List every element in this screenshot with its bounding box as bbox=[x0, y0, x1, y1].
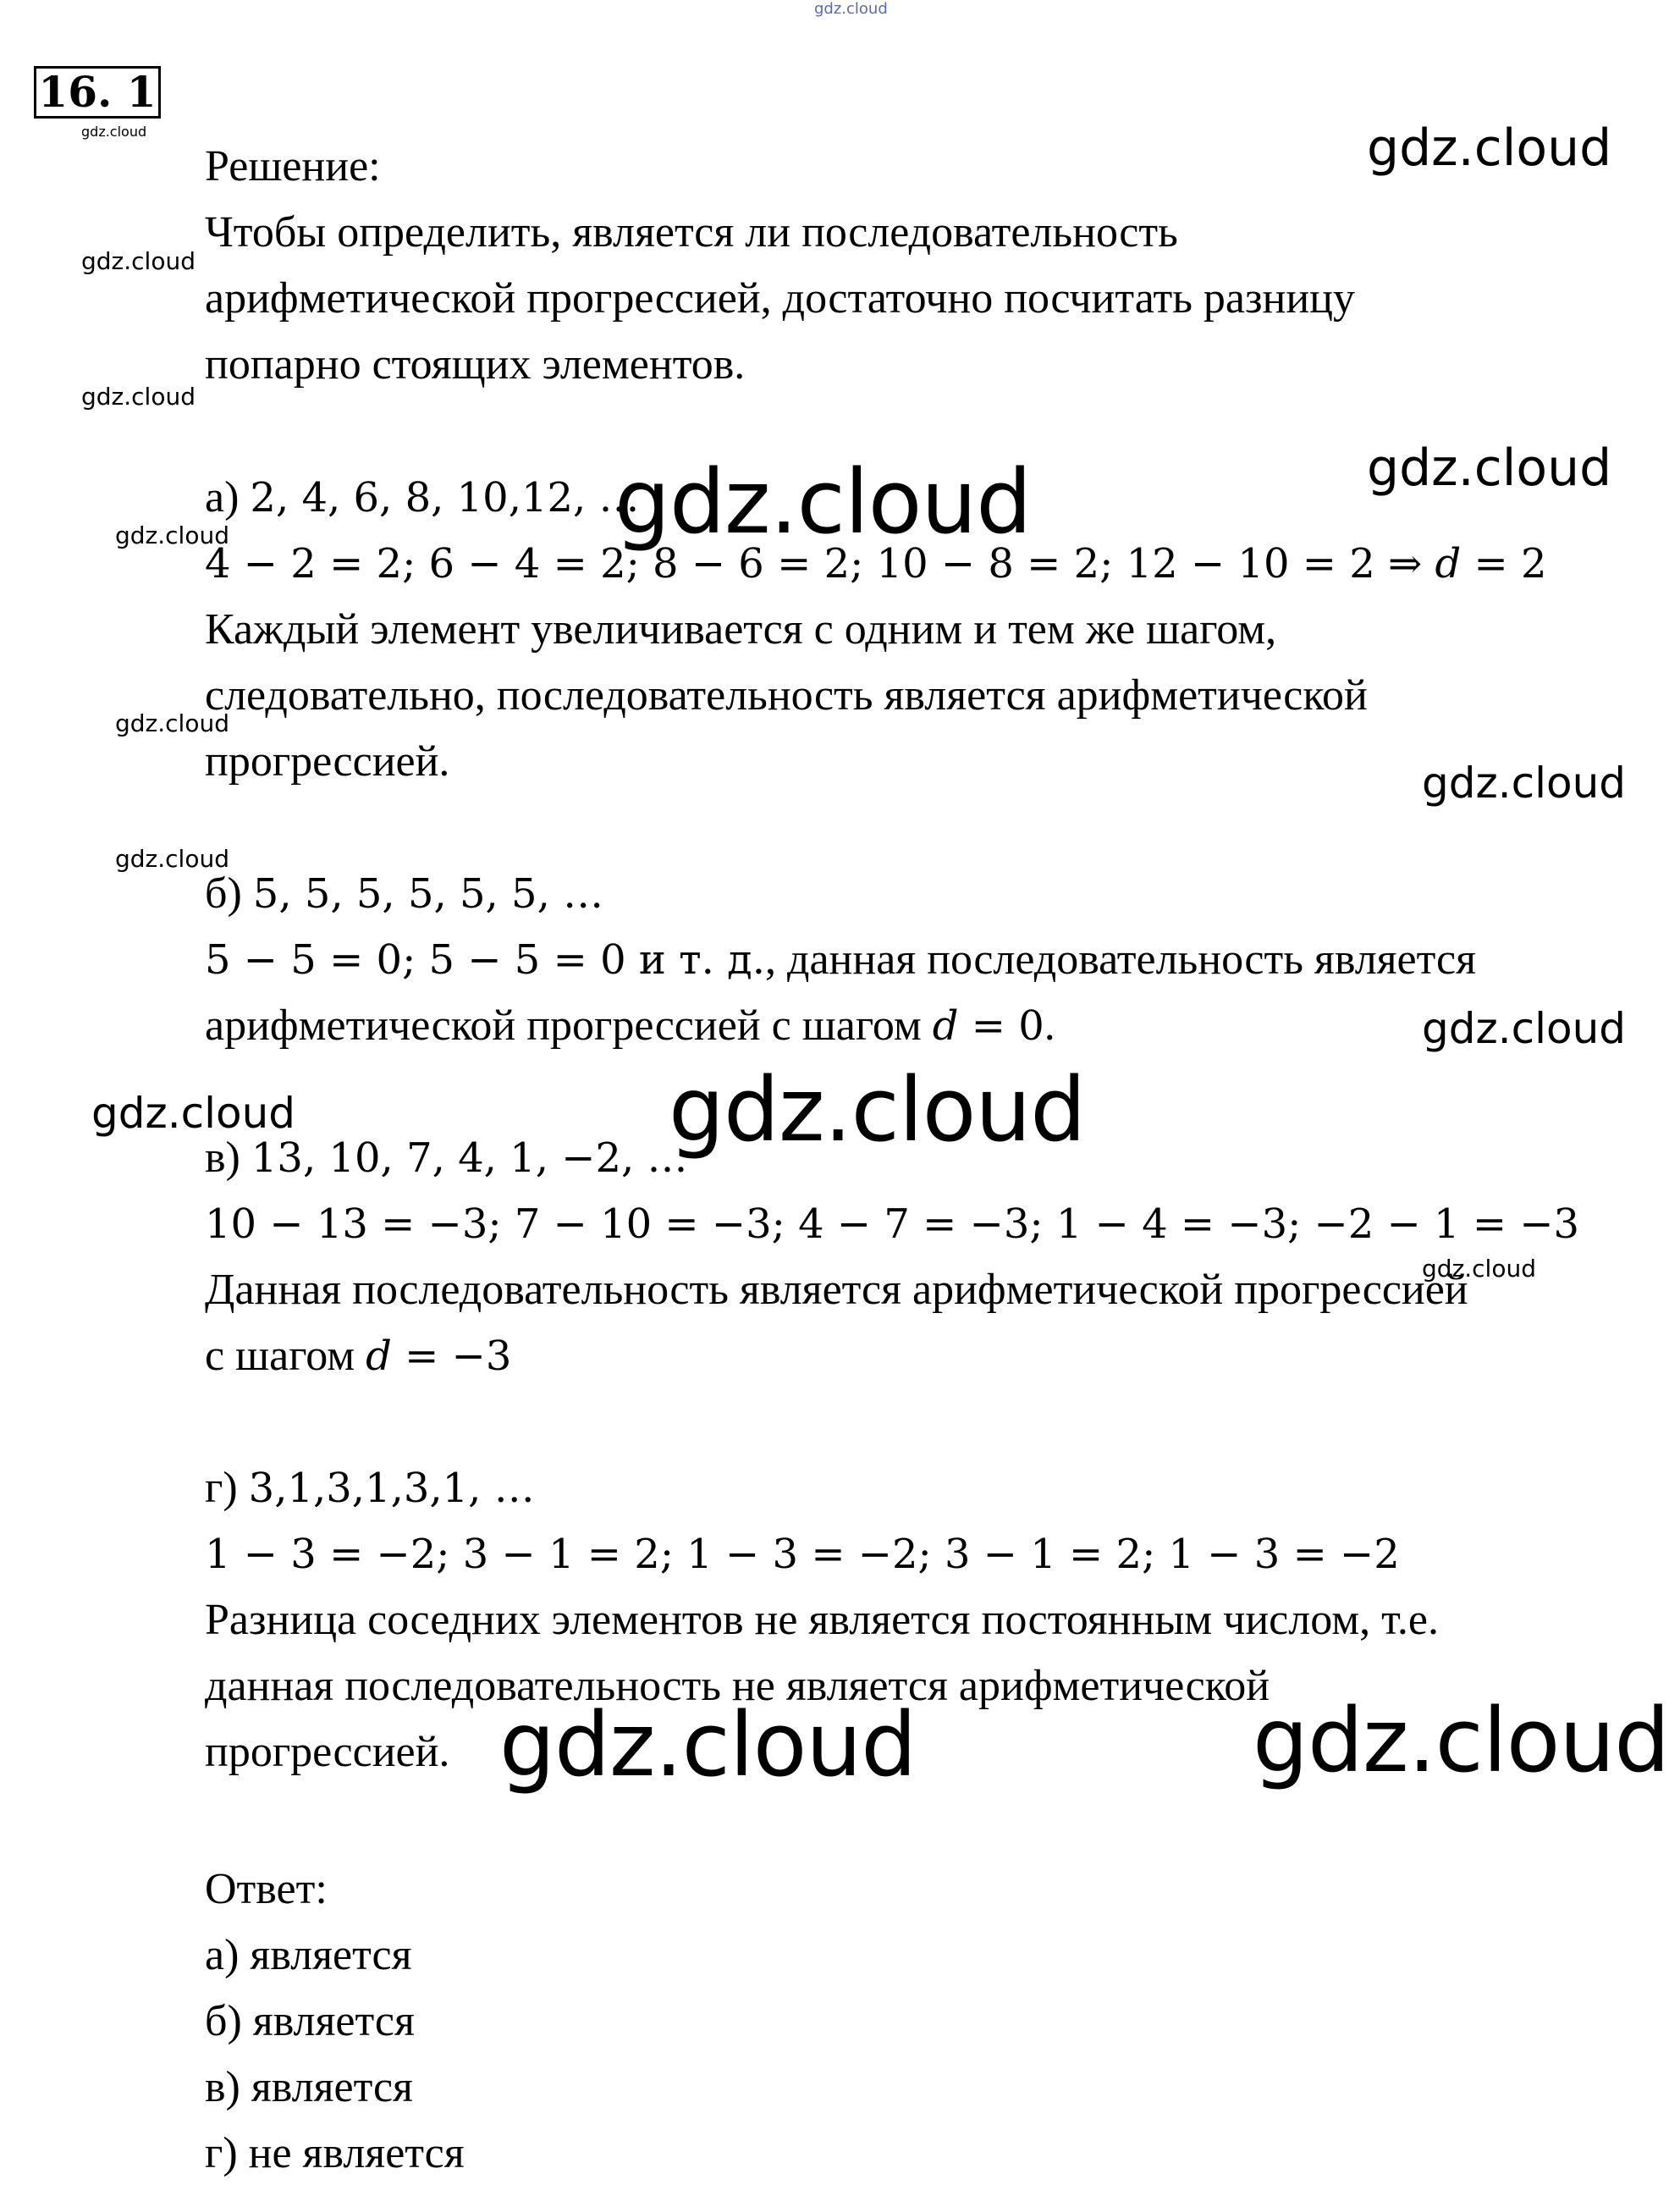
part-d-text-2: данная последовательность не является арифметической bbox=[205, 1662, 1270, 1710]
intro-line-3: попарно стоящих элементов. bbox=[205, 340, 746, 389]
part-c-text-2: с шагом bbox=[205, 1332, 366, 1380]
part-b-text-line-2 bbox=[205, 999, 1055, 1053]
part-a-label: а) bbox=[205, 473, 251, 521]
part-a-d-val: = 2 bbox=[1461, 540, 1547, 588]
part-c-calc: 10 − 13 = −3; 7 − 10 = −3; 4 − 7 = −3; 1 − 4 = −3; −2 − 1 = −3 bbox=[205, 1200, 1580, 1248]
watermark: gdz.cloud bbox=[1367, 439, 1612, 498]
solution-heading: Решение: bbox=[205, 142, 381, 190]
part-d-sequence-line bbox=[205, 1461, 535, 1515]
watermark: gdz.cloud bbox=[1422, 1004, 1627, 1053]
part-c-sequence: 13, 10, 7, 4, 1, −2, … bbox=[251, 1134, 688, 1182]
part-a-sequence: 2, 4, 6, 8, 10,12, … bbox=[250, 474, 640, 521]
top-watermark: gdz.cloud bbox=[814, 0, 888, 18]
part-d-text-1: Разница соседних элементов не является постоянным числом, т.е. bbox=[205, 1596, 1440, 1644]
watermark: gdz.cloud bbox=[81, 124, 147, 140]
watermark: gdz.cloud bbox=[91, 1089, 296, 1138]
part-b-label: б) bbox=[205, 869, 253, 918]
part-a-text-1: Каждый элемент увеличивается с одним и тем же шагом, bbox=[205, 605, 1277, 654]
answer-item-b: б) является bbox=[205, 1997, 415, 2045]
part-d-sequence: 3,1,3,1,3,1, … bbox=[248, 1465, 535, 1512]
watermark: gdz.cloud bbox=[1367, 119, 1612, 178]
part-c-sequence-line bbox=[205, 1131, 688, 1185]
watermark: gdz.cloud bbox=[115, 709, 229, 737]
part-b-text-2: арифметической прогрессией с шагом bbox=[205, 1001, 933, 1050]
watermark: gdz.cloud bbox=[81, 247, 196, 275]
watermark: gdz.cloud bbox=[669, 1058, 1086, 1161]
watermark: gdz.cloud bbox=[1422, 1255, 1536, 1283]
part-b-sequence: 5, 5, 5, 5, 5, 5, … bbox=[252, 870, 604, 918]
part-b-d-var: d bbox=[932, 1002, 959, 1050]
watermark: gdz.cloud bbox=[1422, 759, 1627, 808]
watermark: gdz.cloud bbox=[115, 845, 229, 873]
part-b-calc: 5 − 5 = 0; 5 − 5 = 0 и т. д. bbox=[205, 936, 765, 984]
part-d-calc: 1 − 3 = −2; 3 − 1 = 2; 1 − 3 = −2; 3 − 1 = 2; 1 − 3 = −2 bbox=[205, 1531, 1400, 1578]
part-b-sequence-line bbox=[205, 867, 603, 921]
problem-number-box: 16. 1 bbox=[34, 66, 161, 119]
part-a-sequence-line bbox=[205, 471, 640, 525]
part-b-text-2-end: . bbox=[1044, 1001, 1055, 1050]
answer-item-d: г) не является bbox=[205, 2129, 465, 2177]
answer-item-c: в) является bbox=[205, 2063, 413, 2111]
watermark: gdz.cloud bbox=[614, 450, 1032, 554]
part-a-text-2: следовательно, последовательность является арифметической bbox=[205, 671, 1368, 720]
part-d-label: г) bbox=[205, 1464, 249, 1512]
part-a-text-3: прогрессией. bbox=[205, 737, 450, 786]
part-c-text-line-2 bbox=[205, 1329, 511, 1383]
intro-line-2: арифметической прогрессией, достаточно посчитать разницу bbox=[205, 274, 1356, 323]
answer-item-a: а) является bbox=[205, 1931, 412, 1979]
part-b-calc-line bbox=[205, 933, 1476, 987]
watermark: gdz.cloud bbox=[499, 1693, 917, 1796]
intro-line-1: Чтобы определить, является ли последовательность bbox=[205, 208, 1178, 257]
part-a-d-var: d bbox=[1435, 540, 1462, 588]
part-c-text-1: Данная последовательность является арифметической прогрессией bbox=[205, 1266, 1468, 1314]
part-c-d-val: = −3 bbox=[391, 1332, 512, 1380]
part-c-label: в) bbox=[205, 1134, 251, 1182]
watermark: gdz.cloud bbox=[115, 521, 229, 549]
part-b-d-val: = 0 bbox=[958, 1002, 1044, 1050]
answer-heading: Ответ: bbox=[205, 1865, 328, 1913]
watermark: gdz.cloud bbox=[81, 383, 196, 411]
part-c-d-var: d bbox=[366, 1332, 392, 1380]
part-d-text-3: прогрессией. bbox=[205, 1728, 450, 1776]
part-a-calc-text: 4 − 2 = 2; 6 − 4 = 2; 8 − 6 = 2; 10 − 8 = 2; 12 − 10 = 2 ⇒ bbox=[205, 540, 1435, 588]
watermark: gdz.cloud bbox=[1253, 1689, 1670, 1792]
part-b-text-1: , данная последовательность является bbox=[765, 935, 1476, 984]
